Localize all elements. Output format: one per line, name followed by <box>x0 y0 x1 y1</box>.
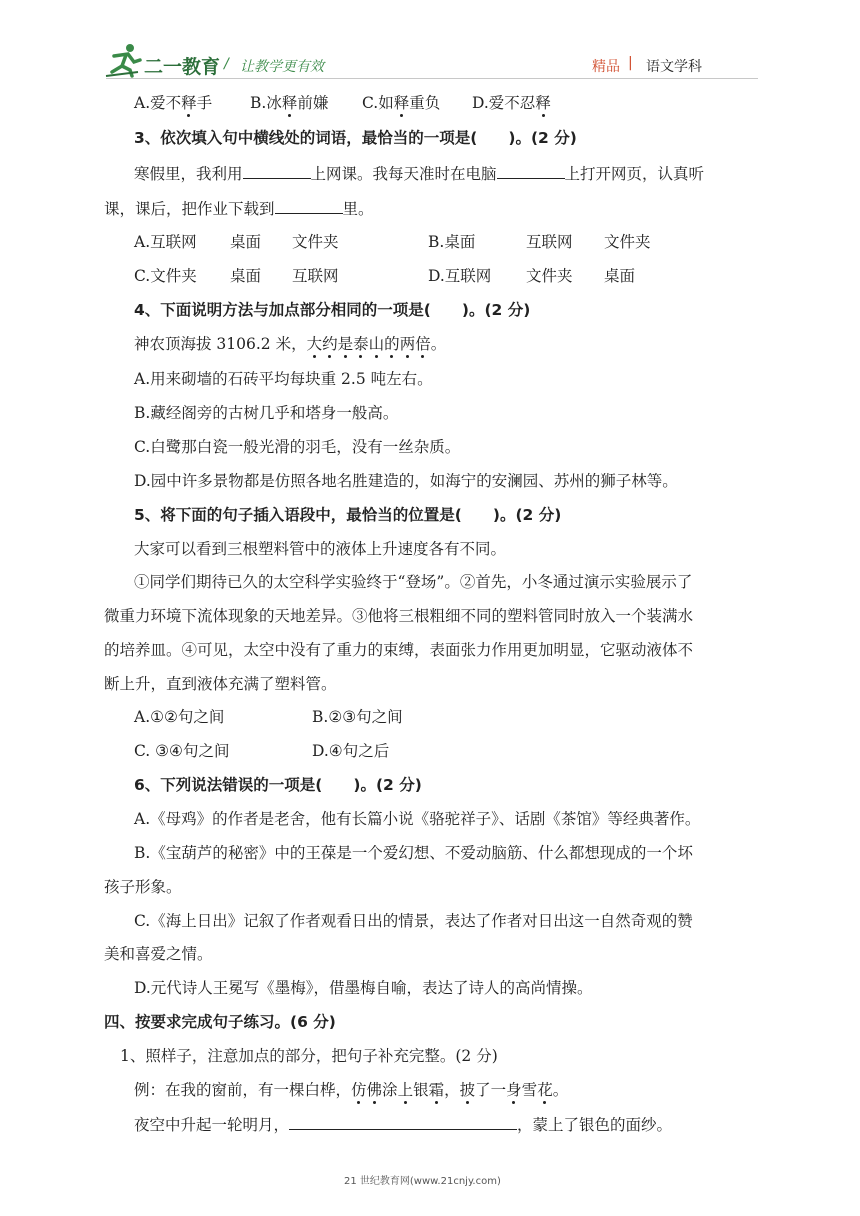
q2-option-c: C.如释重负 <box>362 94 441 112</box>
q3-a-2: 桌面 <box>230 233 262 251</box>
q3-c-2: 桌面 <box>230 267 262 285</box>
q6-option-b-line1: B.《宝葫芦的秘密》中的王葆是一个爱幻想、不爱动脑筋、什么都想现成的一个坏 <box>134 844 693 862</box>
q5-paragraph-line3: 的培养皿。④可见，太空中没有了重力的束缚，表面张力作用更加明显，它驱动液体不 <box>104 641 694 659</box>
q6-option-a: A.《母鸡》的作者是老舍，他有长篇小说《骆驼祥子》、话剧《茶馆》等经典著作。 <box>134 810 701 828</box>
q4-option-d: D.园中许多景物都是仿照各地名胜建造的，如海宁的安澜园、苏州的狮子林等。 <box>134 472 678 490</box>
header-divider: / <box>224 56 229 72</box>
q3-blank-2 <box>497 162 565 179</box>
q4-option-c: C.白鹭那白瓷一般光滑的羽毛，没有一丝杂质。 <box>134 438 461 456</box>
q3-a-3: 文件夹 <box>292 233 339 251</box>
header-bar: | <box>628 55 633 71</box>
q4-stem: 神农顶海拔 3106.2 米，大约是泰山的两倍。 <box>134 335 447 353</box>
section4-example: 例：在我的窗前，有一棵白桦，仿佛涂上银霜，披了一身雪花。 <box>134 1081 569 1099</box>
q6-title: 6、下列说法错误的一项是( )。(2 分) <box>134 776 422 794</box>
q3-d-2: 文件夹 <box>526 267 573 285</box>
q3-b-3: 文件夹 <box>604 233 651 251</box>
section4-title: 四、按要求完成句子练习。(6 分) <box>104 1013 336 1031</box>
q5-option-a: A.①②句之间 <box>134 708 225 726</box>
logo-text: 二一教育 <box>144 56 221 78</box>
q2-option-d: D.爱不忍释 <box>472 94 551 112</box>
q4-title: 4、下面说明方法与加点部分相同的一项是( )。(2 分) <box>134 301 531 319</box>
q3-text-line2: 课，课后，把作业下载到 里。 <box>104 197 374 220</box>
q5-option-d: D.④句之后 <box>312 742 390 760</box>
q3-d-1: D.互联网 <box>428 267 492 285</box>
header-slogan: 让教学更有效 <box>240 59 324 75</box>
q3-blank-3 <box>275 197 343 214</box>
q3-b-1: B.桌面 <box>428 233 476 251</box>
q3-title: 3、依次填入句中横线处的词语，最恰当的一项是( )。(2 分) <box>134 129 577 147</box>
q5-sentence: 大家可以看到三根塑料管中的液体上升速度各有不同。 <box>134 540 507 558</box>
q3-b-2: 互联网 <box>526 233 573 251</box>
section4-sub1: 1、照样子，注意加点的部分，把句子补充完整。(2 分) <box>120 1047 498 1065</box>
q5-option-b: B.②③句之间 <box>312 708 403 726</box>
section4-answer-blank <box>289 1113 517 1130</box>
q5-paragraph-line2: 微重力环境下流体现象的天地差异。③他将三根粗细不同的塑料管同时放入一个装满水 <box>104 607 694 625</box>
q5-option-c: C. ③④句之间 <box>134 742 230 760</box>
q5-title: 5、将下面的句子插入语段中，最恰当的位置是( )。(2 分) <box>134 506 562 524</box>
q3-a-1: A.互联网 <box>134 233 197 251</box>
q6-option-c-line2: 美和喜爱之情。 <box>104 945 213 963</box>
header-logo <box>104 40 234 80</box>
q3-c-1: C.文件夹 <box>134 267 197 285</box>
q5-paragraph-line1: ①同学们期待已久的太空科学实验终于“登场”。②首先，小冬通过演示实验展示了 <box>134 573 693 591</box>
q2-option-b: B.冰释前嫌 <box>250 94 329 112</box>
header-subject: 语文学科 <box>646 59 702 75</box>
q3-d-3: 桌面 <box>604 267 636 285</box>
header-rule <box>106 78 758 79</box>
q6-option-c-line1: C.《海上日出》记叙了作者观看日出的情景，表达了作者对日出这一自然奇观的赞 <box>134 912 693 930</box>
q5-paragraph-line4: 断上升，直到液体充满了塑料管。 <box>104 675 337 693</box>
q4-option-a: A.用来砌墙的石砖平均每块重 2.5 吨左右。 <box>134 370 433 388</box>
q6-option-d: D.元代诗人王冕写《墨梅》，借墨梅自喻，表达了诗人的高尚情操。 <box>134 979 593 997</box>
header-quality: 精品 <box>592 59 620 75</box>
section4-fill: 夜空中升起一轮明月， ，蒙上了银色的面纱。 <box>134 1113 672 1136</box>
q3-c-3: 互联网 <box>292 267 339 285</box>
q2-option-a: A.爱不释手 <box>134 94 213 112</box>
q6-option-b-line2: 孩子形象。 <box>104 878 182 896</box>
footer: 21 世纪教育网(www.21cnjy.com) <box>344 1176 501 1187</box>
running-figure-logo-icon <box>104 42 144 78</box>
q3-text-line1: 寒假里，我利用 上网课。我每天准时在电脑 上打开网页，认真听 <box>134 162 704 185</box>
q4-option-b: B.藏经阁旁的古树几乎和塔身一般高。 <box>134 404 399 422</box>
q3-blank-1 <box>243 162 311 179</box>
